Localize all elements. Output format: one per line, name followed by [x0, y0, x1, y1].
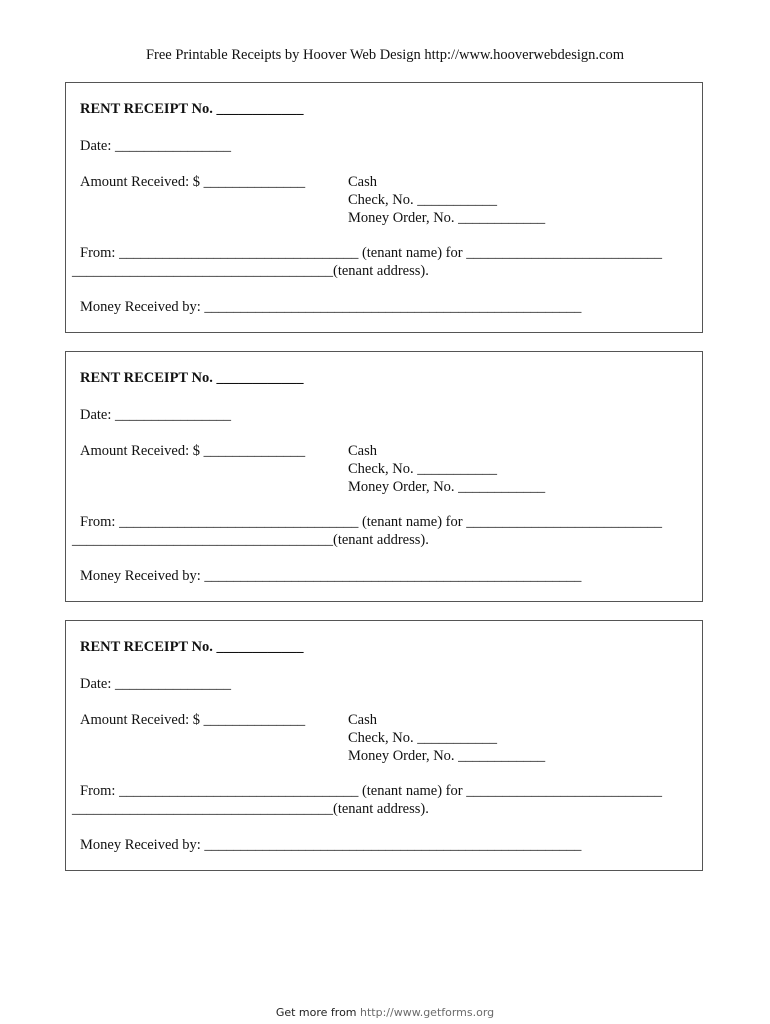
- payment-money-order-option: Money Order, No. ____________: [348, 748, 546, 764]
- payment-cash-option: Cash: [348, 443, 377, 459]
- rent-receipt-2: [65, 351, 703, 602]
- amount-received-field: Amount Received: $ ______________: [80, 712, 306, 728]
- page-header: Free Printable Receipts by Hoover Web Design http://www.hooverwebdesign.com: [145, 47, 625, 63]
- payment-money-order-option: Money Order, No. ____________: [348, 210, 546, 226]
- footer-text: Get more from: [275, 1006, 361, 1019]
- date-field: Date: ________________: [80, 407, 232, 423]
- payment-check-option: Check, No. ___________: [348, 461, 498, 477]
- rent-receipt-3: [65, 620, 703, 871]
- receipt-title: RENT RECEIPT No. ____________: [80, 639, 304, 655]
- rent-receipt-1: [65, 82, 703, 333]
- amount-received-field: Amount Received: $ ______________: [80, 443, 306, 459]
- date-field: Date: ________________: [80, 676, 232, 692]
- payment-check-option: Check, No. ___________: [348, 192, 498, 208]
- receipt-title: RENT RECEIPT No. ____________: [80, 101, 304, 117]
- payment-money-order-option: Money Order, No. ____________: [348, 479, 546, 495]
- amount-received-field: Amount Received: $ ______________: [80, 174, 306, 190]
- footer-link[interactable]: http://www.getforms.org: [360, 1006, 495, 1019]
- page-footer: [0, 1006, 770, 1019]
- payment-cash-option: Cash: [348, 174, 377, 190]
- tenant-address-field: ____________________________________(tenant address).: [72, 263, 429, 279]
- payment-cash-option: Cash: [348, 712, 377, 728]
- money-received-by-field: Money Received by: ____________________________________________________: [80, 837, 582, 853]
- tenant-address-field: ____________________________________(tenant address).: [72, 801, 429, 817]
- from-tenant-field: From: _________________________________ (tenant name) for ___________________________: [80, 514, 662, 530]
- money-received-by-field: Money Received by: ____________________________________________________: [80, 299, 582, 315]
- tenant-address-field: ____________________________________(tenant address).: [72, 532, 429, 548]
- receipt-title: RENT RECEIPT No. ____________: [80, 370, 304, 386]
- money-received-by-field: Money Received by: ____________________________________________________: [80, 568, 582, 584]
- from-tenant-field: From: _________________________________ (tenant name) for ___________________________: [80, 783, 662, 799]
- payment-check-option: Check, No. ___________: [348, 730, 498, 746]
- from-tenant-field: From: _________________________________ (tenant name) for ___________________________: [80, 245, 662, 261]
- date-field: Date: ________________: [80, 138, 232, 154]
